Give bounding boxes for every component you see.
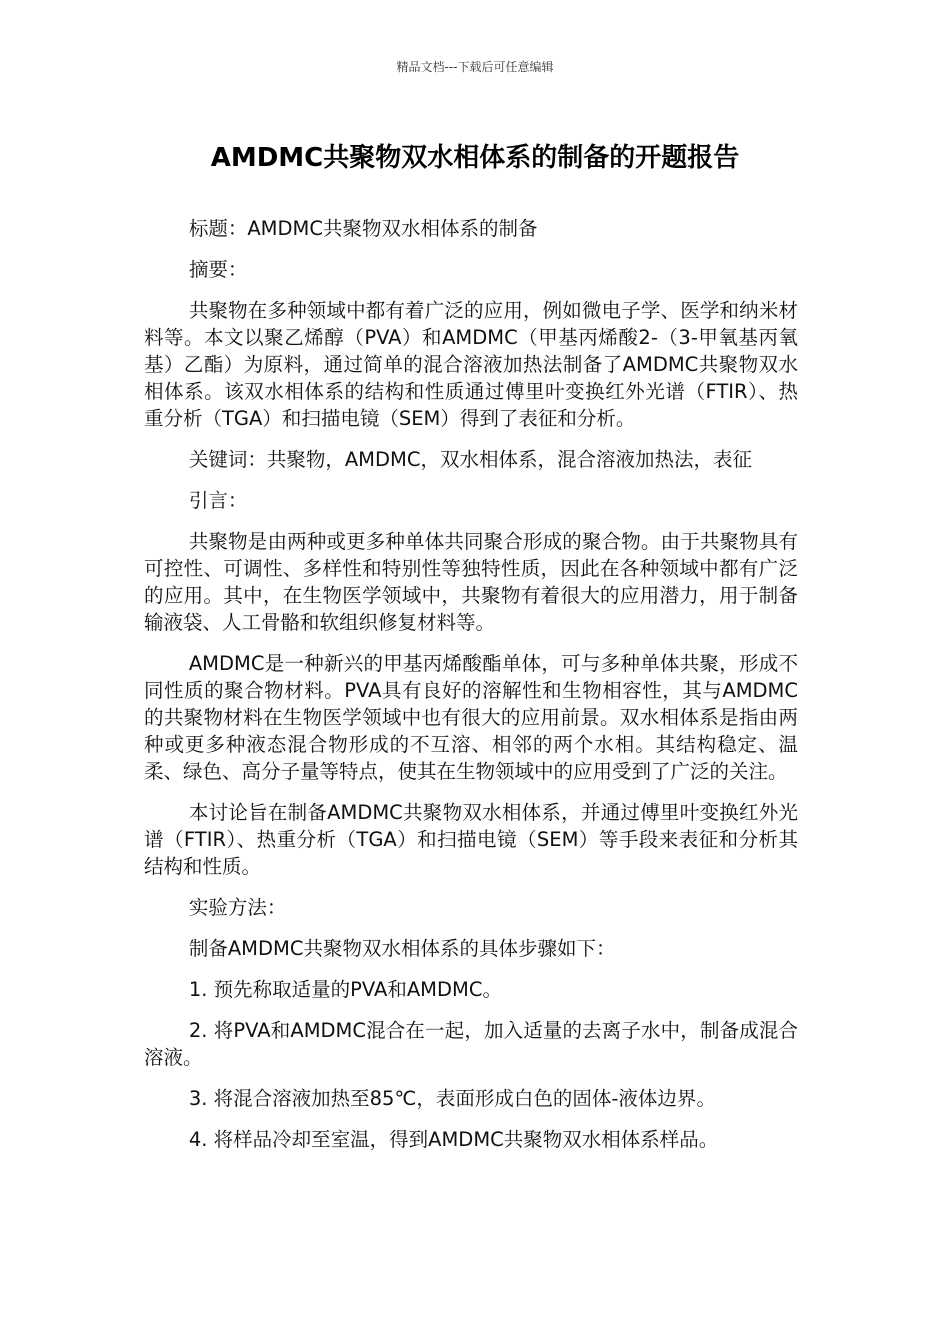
document-body [144, 215, 798, 1167]
abstract-heading: 摘要： [188, 258, 248, 281]
keywords-line: 关键词：共聚物，AMDMC，双水相体系，混合溶液加热法，表征 [188, 448, 752, 471]
title-line: 标题：AMDMC共聚物双水相体系的制备 [188, 217, 538, 240]
step-3: 3. 将混合溶液加热至85℃，表面形成白色的固体-液体边界。 [188, 1087, 716, 1110]
introduction-paragraph-1: 共聚物是由两种或更多种单体共同聚合形成的聚合物。由于共聚物具有可控性、可调性、多样性和特别性等独特性质，因此在各种领域中都有广泛的应用。其中，在生物医学领域中，共聚物有着很大的应用潜力，用于制备输液袋、人工骨骼和软组织修复材料等。 [144, 530, 798, 634]
introduction-paragraph-2: AMDMC是一种新兴的甲基丙烯酸酯单体，可与多种单体共聚，形成不同性质的聚合物材料。PVA具有良好的溶解性和生物相容性，其与AMDMC的共聚物材料在生物医学领域中也有很大的应用前景。双水相体系是指由两种或更多种液态混合物形成的不互溶、相邻的两个水相。其结构稳定、温柔、绿色、高分子量等特点，使其在生物领域中的应用受到了广泛的关注。 [144, 652, 798, 783]
header-note: 精品文档---下载后可任意编辑 [396, 60, 554, 74]
introduction-paragraph-3: 本讨论旨在制备AMDMC共聚物双水相体系，并通过傅里叶变换红外光谱（FTIR）、热重分析（TGA）和扫描电镜（SEM）等手段来表征和分析其结构和性质。 [144, 801, 798, 878]
introduction-heading: 引言： [188, 489, 248, 512]
document-title: AMDMC共聚物双水相体系的制备的开题报告 [210, 143, 740, 173]
abstract-paragraph: 共聚物在多种领域中都有着广泛的应用，例如微电子学、医学和纳米材料等。本文以聚乙烯醇（PVA）和AMDMC（甲基丙烯酸2-（3-甲氧基丙氧基）乙酯）为原料，通过简单的混合溶液加热法制备了AMDMC共聚物双水相体系。该双水相体系的结构和性质通过傅里叶变换红外光谱（FTIR）、热重分析（TGA）和扫描电镜（SEM）得到了表征和分析。 [144, 299, 798, 430]
step-1: 1. 预先称取适量的PVA和AMDMC。 [188, 978, 502, 1001]
step-4: 4. 将样品冷却至室温，得到AMDMC共聚物双水相体系样品。 [188, 1128, 719, 1151]
methods-heading: 实验方法： [188, 896, 287, 919]
step-2: 2. 将PVA和AMDMC混合在一起，加入适量的去离子水中，制备成混合溶液。 [144, 1019, 798, 1069]
methods-intro: 制备AMDMC共聚物双水相体系的具体步骤如下： [188, 937, 616, 960]
